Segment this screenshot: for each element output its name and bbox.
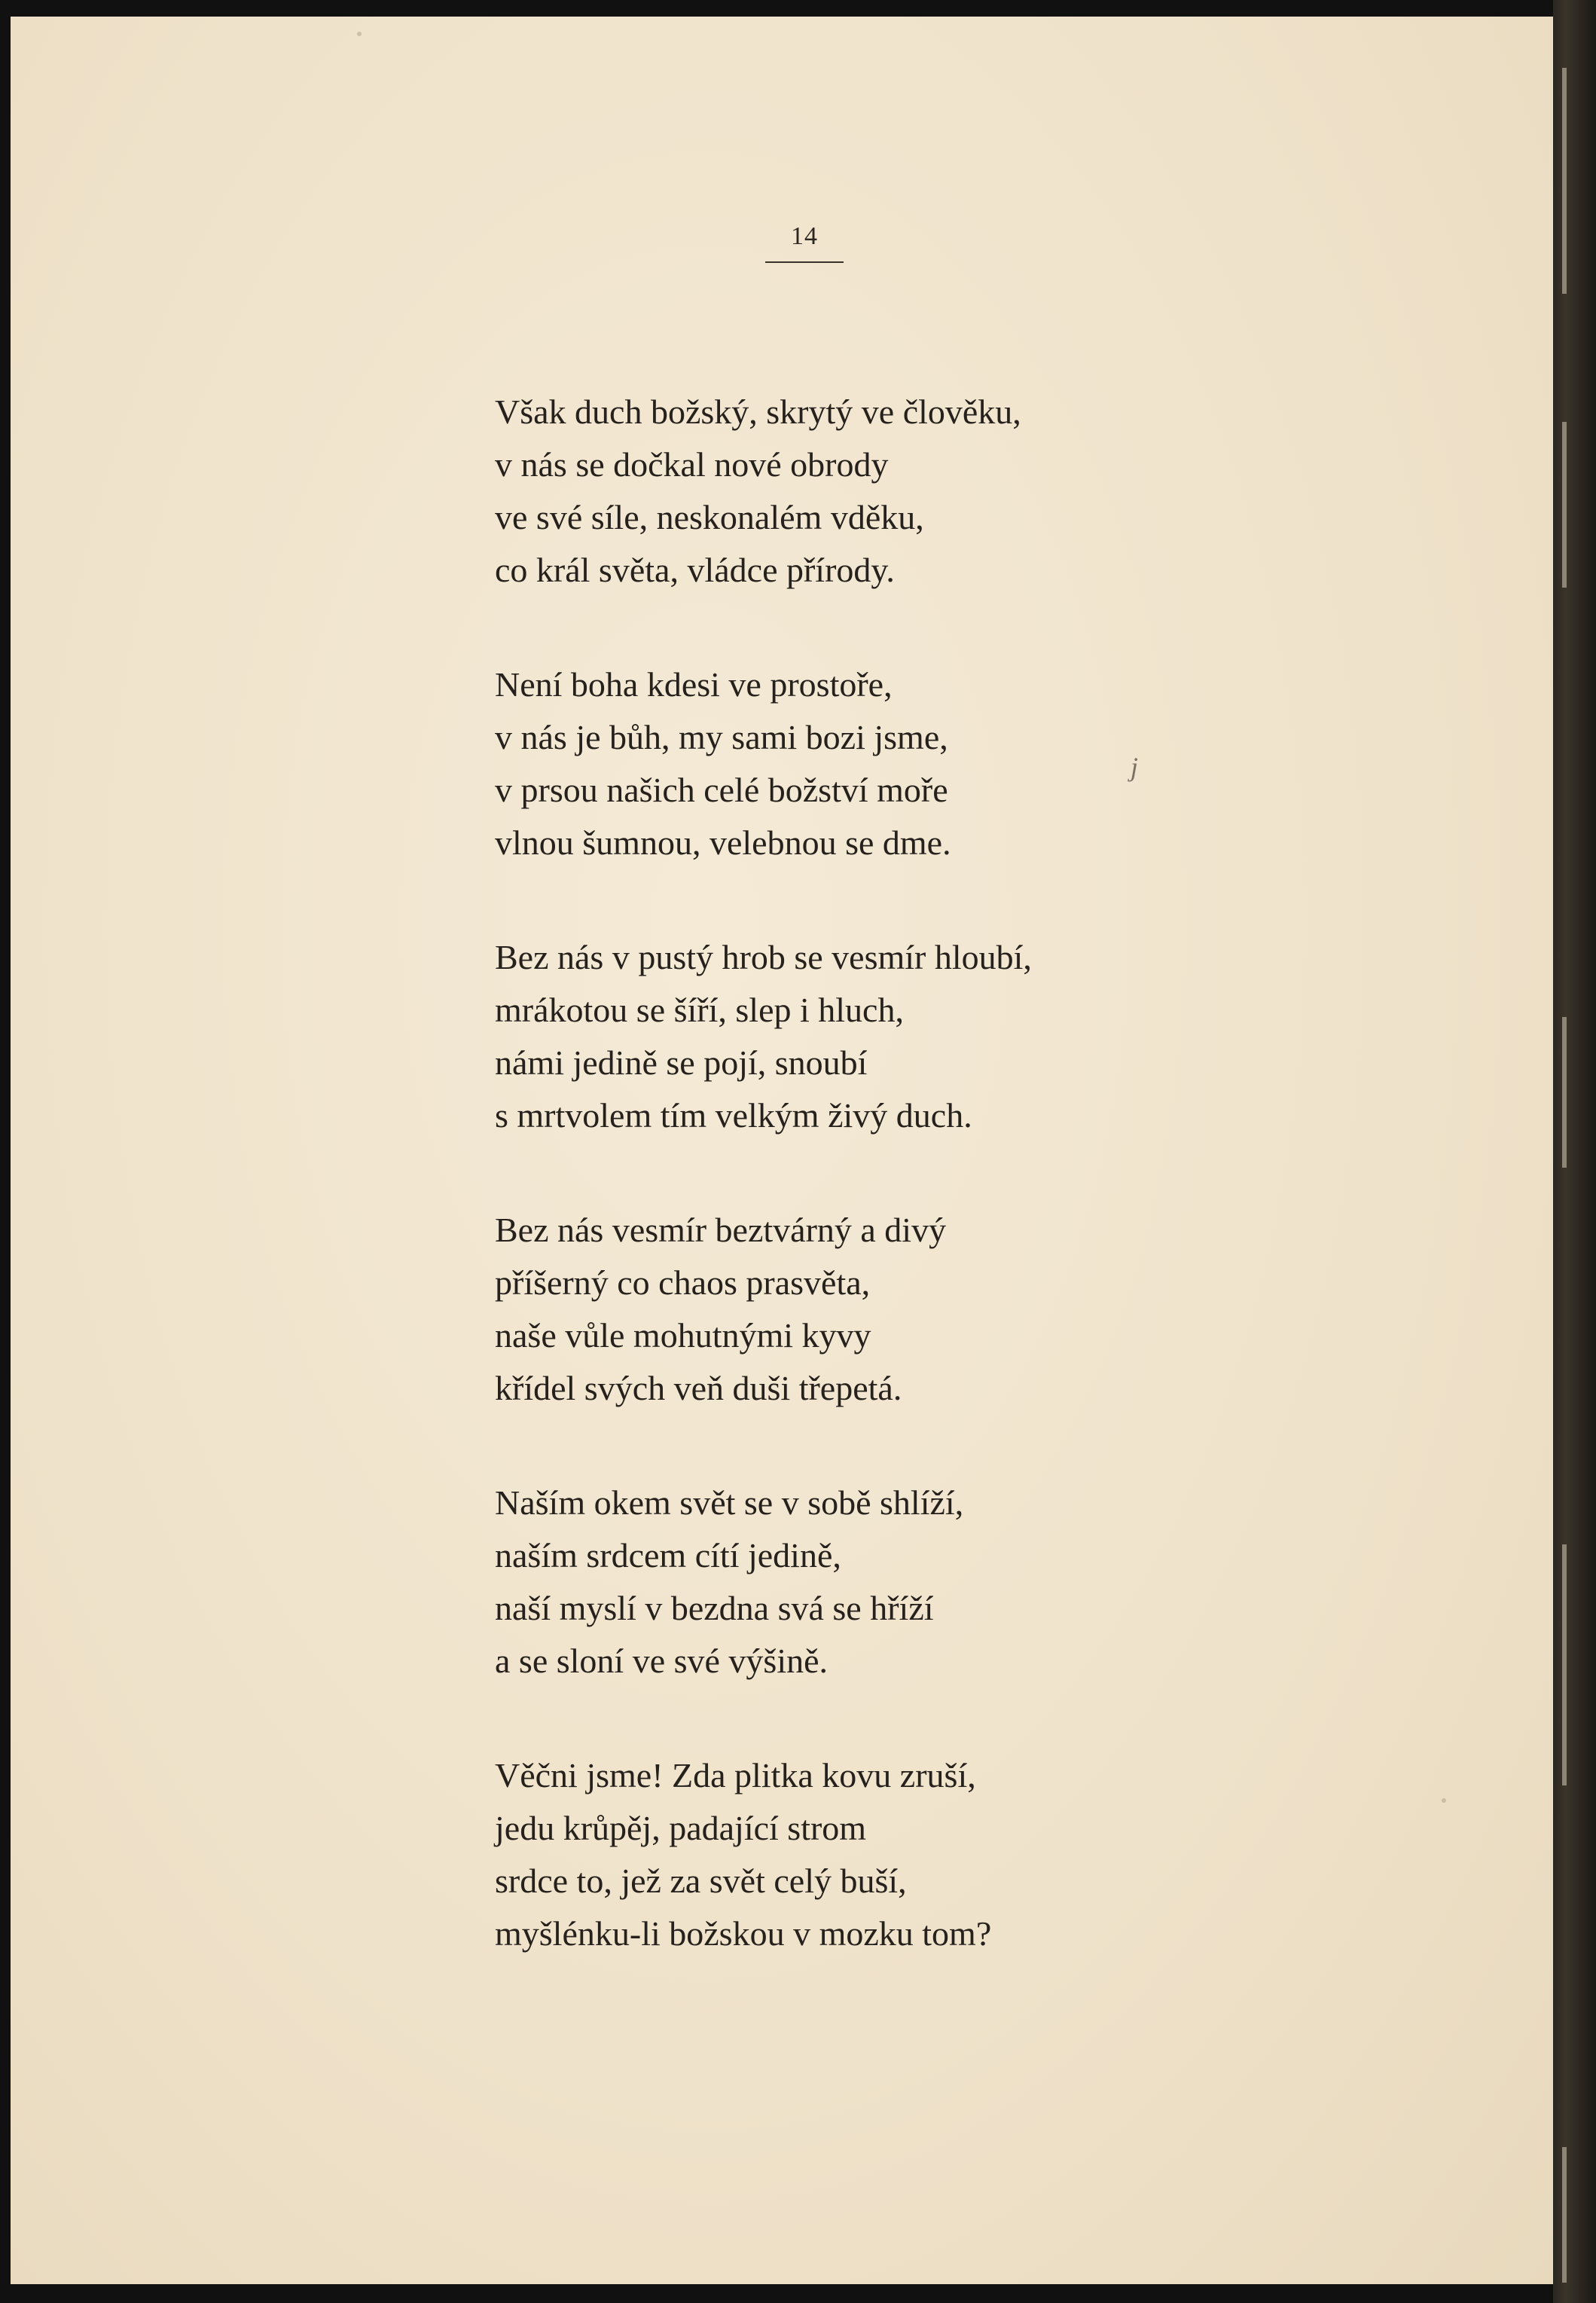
poem-line: jedu krůpěj, padající strom (495, 1809, 867, 1847)
spine-strip (1562, 422, 1567, 588)
stanza-5 (495, 1477, 1248, 1688)
spine-strip (1562, 68, 1567, 294)
pencil-mark: j (1131, 752, 1139, 782)
stanza-6 (495, 1749, 1248, 1960)
poem-line: v nás se dočkal nové obrody (495, 445, 889, 484)
poem-line: v nás je bůh, my sami bozi jsme, (495, 718, 948, 756)
page-number: 14 (791, 222, 818, 250)
poem-line: srdce to, jež za svět celý buší, (495, 1862, 907, 1900)
poem-line: Naším okem svět se v sobě shlíží, (495, 1483, 964, 1522)
spine-strip (1562, 1017, 1567, 1168)
poem-line: myšlénku-li božskou v mozku tom? (495, 1914, 992, 1953)
spine-strip (1562, 1544, 1567, 1785)
poem-line: příšerný co chaos prasvěta, (495, 1263, 871, 1302)
poem-line: ve své síle, neskonalém vděku, (495, 498, 924, 536)
poem-line: s mrtvolem tím velkým živý duch. (495, 1096, 972, 1135)
poem-line: Však duch božský, skrytý ve člověku, (495, 392, 1021, 431)
stanza-4 (495, 1204, 1248, 1415)
poem-line: co král světa, vládce přírody. (495, 551, 895, 589)
poem-line: Věčni jsme! Zda plitka kovu zruší, (495, 1756, 976, 1794)
poem-line: mrákotou se šíří, slep i hluch, (495, 991, 904, 1029)
poem-line: a se sloní ve své výšině. (495, 1642, 829, 1680)
poem (495, 386, 1248, 2022)
poem-line: Bez nás v pustý hrob se vesmír hloubí, (495, 938, 1032, 976)
poem-line: v prsou našich celé božství moře (495, 771, 948, 809)
stanza-1 (495, 386, 1248, 597)
book-spine-edge (1553, 0, 1596, 2303)
poem-line: naší myslí v bezdna svá se hříží (495, 1589, 934, 1627)
poem-line: křídel svých veň duši třepetá. (495, 1369, 902, 1407)
paper-speck (1442, 1798, 1446, 1803)
poem-line: Bez nás vesmír beztvárný a divý (495, 1211, 947, 1249)
paper-speck (357, 32, 362, 36)
poem-line: námi jedině se pojí, snoubí (495, 1043, 868, 1082)
poem-line: naše vůle mohutnými kyvy (495, 1316, 871, 1355)
book-page (11, 17, 1553, 2284)
spine-strip (1562, 2147, 1567, 2283)
poem-line: Není boha kdesi ve prostoře, (495, 665, 893, 704)
poem-line: vlnou šumnou, velebnou se dme. (495, 823, 951, 862)
page-number-rule (765, 261, 844, 263)
poem-line: naším srdcem cítí jedině, (495, 1536, 841, 1575)
stanza-3 (495, 931, 1248, 1142)
